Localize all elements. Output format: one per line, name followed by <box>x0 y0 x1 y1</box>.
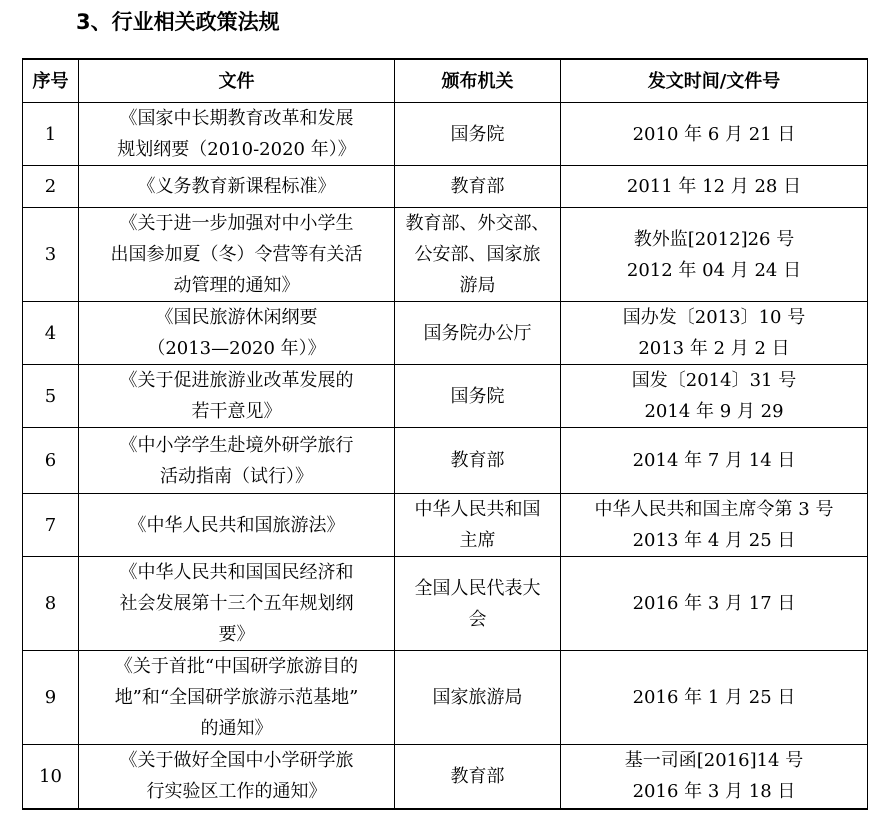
cell-document-line: 《中小学学生赴境外研学旅行 <box>119 434 354 456</box>
cell-date-document-number-line: 基一司函[2016]14 号 <box>624 750 804 772</box>
cell-serial-number: 10 <box>23 745 79 809</box>
cell-date-document-number-line: 2013 年 4 月 25 日 <box>632 530 796 551</box>
table-row <box>23 494 868 557</box>
cell-issuing-authority <box>395 302 561 365</box>
cell-date-document-number <box>561 208 868 302</box>
cell-date-document-number <box>561 494 868 557</box>
cell-serial-number: 5 <box>23 365 79 428</box>
cell-document <box>79 428 395 494</box>
cell-issuing-authority-line: 教育部 <box>450 765 505 787</box>
cell-issuing-authority-line: 全国人民代表大 <box>414 577 541 599</box>
cell-date-document-number-line: 教外监[2012]26 号 <box>633 228 795 250</box>
header-serial-number: 序号 <box>23 59 79 103</box>
cell-document <box>79 166 395 208</box>
cell-serial-number: 6 <box>23 428 79 494</box>
cell-document-line: 《中华人民共和国国民经济和 <box>119 562 354 583</box>
cell-document <box>79 557 395 651</box>
cell-date-document-number-line: 2016 年 3 月 18 日 <box>632 781 796 803</box>
cell-issuing-authority-line: 游局 <box>459 275 496 296</box>
cell-document <box>79 365 395 428</box>
cell-date-document-number-line: 2016 年 3 月 17 日 <box>632 593 796 614</box>
cell-serial-number: 3 <box>23 208 79 302</box>
cell-document-line: 《义务教育新课程标准》 <box>137 176 336 197</box>
cell-document-line: 《关于进一步加强对中小学生 <box>119 213 354 234</box>
cell-document-line: 地”和“全国研学旅游示范基地” <box>114 687 359 708</box>
cell-issuing-authority-line: 教育部、外交部、 <box>405 213 550 234</box>
cell-date-document-number-line: 2016 年 1 月 25 日 <box>632 687 796 708</box>
cell-issuing-authority <box>395 745 561 809</box>
cell-document-line: 动管理的通知》 <box>173 275 300 296</box>
cell-document <box>79 651 395 745</box>
cell-issuing-authority-line: 教育部 <box>450 450 505 471</box>
cell-serial-number: 9 <box>23 651 79 745</box>
cell-issuing-authority-line: 中华人民共和国 <box>414 499 541 520</box>
cell-date-document-number <box>561 428 868 494</box>
cell-serial-number: 7 <box>23 494 79 557</box>
cell-date-document-number <box>561 651 868 745</box>
cell-document <box>79 494 395 557</box>
cell-issuing-authority <box>395 103 561 166</box>
cell-date-document-number-line: 2010 年 6 月 21 日 <box>632 123 796 145</box>
cell-date-document-number-line: 2011 年 12 月 28 日 <box>626 176 802 197</box>
table-row <box>23 302 868 365</box>
cell-document-line: 要》 <box>218 624 255 645</box>
cell-serial-number: 8 <box>23 557 79 651</box>
table-row <box>23 651 868 745</box>
cell-date-document-number-line: 中华人民共和国主席令第 3 号 <box>594 499 834 520</box>
cell-date-document-number-line: 国办发〔2013〕10 号 <box>622 307 806 328</box>
cell-document-line: 出国参加夏（冬）令营等有关活 <box>110 244 363 265</box>
cell-date-document-number-line: 国发〔2014〕31 号 <box>631 370 797 391</box>
cell-document <box>79 103 395 166</box>
policy-table <box>22 58 868 810</box>
cell-issuing-authority <box>395 208 561 302</box>
cell-issuing-authority-line: 会 <box>468 608 487 630</box>
cell-document-line: 《关于做好全国中小学研学旅 <box>119 750 354 772</box>
header-issuing-authority: 颁布机关 <box>395 59 561 103</box>
cell-issuing-authority <box>395 494 561 557</box>
cell-serial-number: 2 <box>23 166 79 208</box>
cell-date-document-number <box>561 557 868 651</box>
table-row <box>23 557 868 651</box>
cell-date-document-number <box>561 302 868 365</box>
cell-document <box>79 208 395 302</box>
cell-issuing-authority <box>395 651 561 745</box>
cell-document-line: 若干意见》 <box>191 401 282 422</box>
cell-document-line: 《中华人民共和国旅游法》 <box>128 514 345 536</box>
cell-date-document-number-line: 2014 年 9 月 29 <box>644 401 784 422</box>
header-date-document-number: 发文时间/文件号 <box>561 59 868 103</box>
cell-issuing-authority-line: 主席 <box>459 530 496 551</box>
cell-document <box>79 302 395 365</box>
table-row <box>23 365 868 428</box>
cell-issuing-authority <box>395 557 561 651</box>
cell-document-line: 《关于促进旅游业改革发展的 <box>119 370 354 391</box>
cell-issuing-authority <box>395 166 561 208</box>
table-row <box>23 208 868 302</box>
cell-date-document-number <box>561 365 868 428</box>
cell-issuing-authority-line: 国家旅游局 <box>432 687 523 708</box>
cell-date-document-number-line: 2012 年 04 月 24 日 <box>626 259 802 281</box>
table-row <box>23 428 868 494</box>
cell-date-document-number <box>561 745 868 809</box>
cell-issuing-authority-line: 国务院办公厅 <box>423 322 532 344</box>
cell-document-line: 《关于首批“中国研学旅游目的 <box>114 656 359 677</box>
cell-date-document-number <box>561 166 868 208</box>
cell-issuing-authority-line: 公安部、国家旅 <box>414 244 541 265</box>
cell-document <box>79 745 395 809</box>
cell-document-line: 的通知》 <box>200 718 273 739</box>
cell-issuing-authority <box>395 428 561 494</box>
table-row <box>23 103 868 166</box>
cell-document-line: 规划纲要（2010-2020 年）》 <box>117 139 356 160</box>
cell-document-line: 社会发展第十三个五年规划纲 <box>119 593 354 614</box>
header-document: 文件 <box>79 59 395 103</box>
cell-issuing-authority-line: 教育部 <box>450 176 505 197</box>
cell-issuing-authority <box>395 365 561 428</box>
cell-date-document-number-line: 2014 年 7 月 14 日 <box>632 450 796 471</box>
cell-document-line: （2013—2020 年）》 <box>147 338 326 359</box>
table-row <box>23 745 868 809</box>
cell-serial-number: 1 <box>23 103 79 166</box>
cell-issuing-authority-line: 国务院 <box>450 123 505 145</box>
table-row <box>23 166 868 208</box>
cell-issuing-authority-line: 国务院 <box>450 385 505 407</box>
cell-serial-number: 4 <box>23 302 79 365</box>
cell-document-line: 《国民旅游休闲纲要 <box>155 307 318 328</box>
cell-document-line: 活动指南（试行）》 <box>160 465 313 487</box>
cell-document-line: 《国家中长期教育改革和发展 <box>119 108 354 129</box>
cell-document-line: 行实验区工作的通知》 <box>146 781 327 803</box>
cell-date-document-number-line: 2013 年 2 月 2 日 <box>638 338 790 359</box>
cell-date-document-number <box>561 103 868 166</box>
table-header-row <box>23 59 868 103</box>
section-heading: 3、行业相关政策法规 <box>76 10 280 34</box>
